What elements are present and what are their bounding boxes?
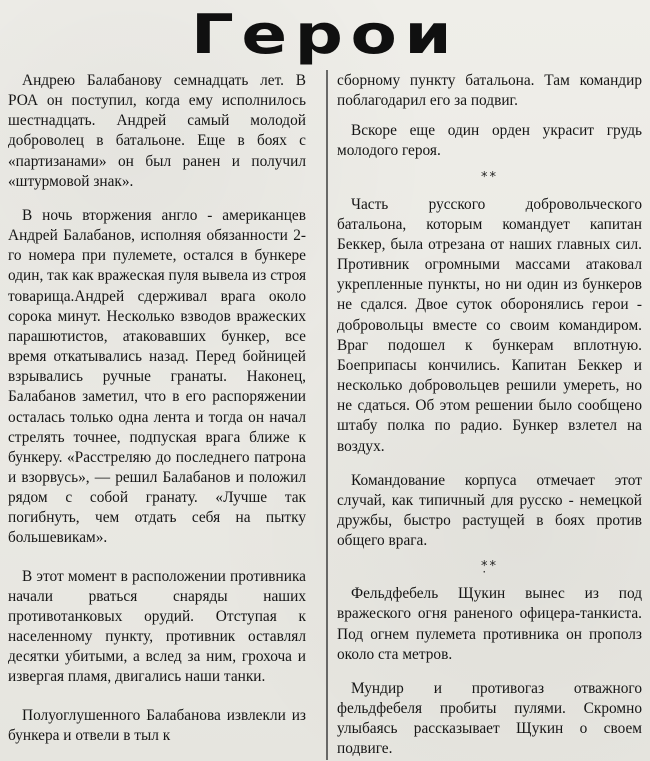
- right-paragraph-2: Вскоре еще один орден украсит грудь молодого героя.: [337, 122, 642, 160]
- section-divider-mark-2: *̣*: [481, 559, 498, 575]
- left-paragraph-3: В этот момент в расположении противника начали рваться снаряды наших противотанковых орудий. Отступая к населенному пункту, противник оставлял десятки убитыми, а вслед за ним, грохоча и извергая пламя, двигались наши танки.: [8, 567, 306, 686]
- article-title: Герои: [190, 3, 460, 66]
- left-paragraph-1: Андрею Балабанову семнадцать лет. В РОА он поступил, когда ему исполнилось шестнадцать. Андрей самый молодой доброволец в батальоне. Еще в боях с «партизанами» он был ранен и получил «штурмовой знак».: [8, 72, 306, 190]
- section-divider-mark-1: **: [481, 169, 498, 185]
- right-column: [337, 71, 642, 759]
- right-paragraph-5: Фельдфебель Щукин вынес из под вражеского огня раненого офицера-танкиста. Под огнем пулемета противника он прополз около ста метров.: [337, 585, 642, 663]
- left-column: [8, 71, 306, 759]
- column-divider: [326, 70, 328, 760]
- right-paragraph-3: Часть русского добровольческого батальона, которым командует капитан Беккер, была отрезана от наших главных сил. Противник огромными массами атаковал укрепленные пункты, но ни один из бункеров не сдался. Двое суток оборонялись герои - добровольцы вместе со своим командиром. Враг подошел к бункерам вплотную. Боеприпасы кончились. Капитан Беккер и несколько добровольцев решили умереть, но не сдаться. Об этом решении было сообщено штабу полка по радио. Бункер взлетел на воздух.: [337, 195, 642, 455]
- right-paragraph-6: Мундир и противогаз отважного фельдфебеля пробиты пулями. Скромно улыбаясь рассказывает Щукин о своем подвиге.: [337, 679, 642, 758]
- right-paragraph-4: Командование корпуса отмечает этот случай, как типичный для русско - немецкой дружбы, быстро растущей в боях против общего врага.: [337, 471, 642, 550]
- left-paragraph-2: В ночь вторжения англо - американцев Андрей Балабанов, исполняя обязанности 2-го номера при пулемете, остался в бункере один, так как вражеская пуля вывела из строя товарища.Андрей сдерживал врага около сорока минут. Несколько взводов вражеских парашютистов, атаковавших бункер, все время откатывались назад. Перед бойницей взрывались ручные гранаты. Наконец, Балабанов заметил, что в его распоряжении осталась только одна лента и тогда он начал стрелять точнее, подпуская врага ближе к бункеру. «Расстреляю до последнего патрона и взорвусь», — решил Балабанов и положил рядом с собой гранату. «Лучше так погибнуть, чем отдать себя на пытку большевикам».: [8, 206, 306, 547]
- right-paragraph-1: сборному пункту батальона. Там командир поблагодарил его за подвиг.: [337, 72, 642, 110]
- left-paragraph-4: Полуоглушенного Балабанова извлекли из бункера и отвели в тыл к: [8, 706, 306, 744]
